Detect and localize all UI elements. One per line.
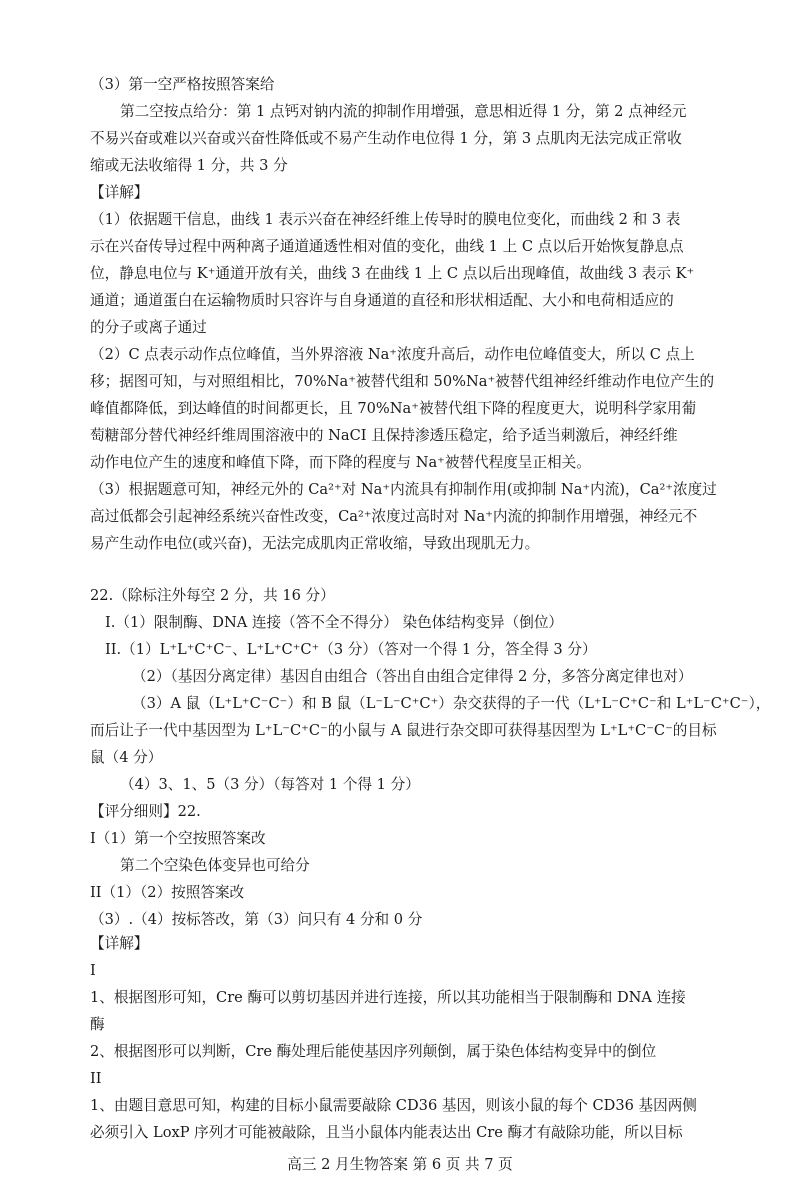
text-line: （2）C 点表示动作点位峰值，当外界溶液 Na⁺浓度升高后，动作电位峰值变大，所以 C 点上 <box>90 346 695 363</box>
text-line: 2、根据图形可以判断，Cre 酶处理后能使基因序列颠倒，属于染色体结构变异中的倒位 <box>90 1043 657 1060</box>
text-line: 缩或无法收缩得 1 分，共 3 分 <box>90 157 288 174</box>
text-line: （3）A 鼠（L⁺L⁺C⁻C⁻）和 B 鼠（L⁻L⁻C⁺C⁺）杂交获得的子一代（L⁺L⁻C⁺C⁻和 L⁺L⁻C⁺C⁻）， <box>132 695 771 712</box>
text-line: （3）根据题意可知，神经元外的 Ca²⁺对 Na⁺内流具有抑制作用(或抑制 Na⁺内流)，Ca²⁺浓度过 <box>90 481 717 498</box>
text-line: II.（1）L⁺L⁺C⁺C⁻、L⁺L⁺C⁺C⁺（3 分）（答对一个得 1 分，答全得 3 分） <box>105 641 597 658</box>
text-line: （3）第一空严格按照答案给 <box>90 76 275 93</box>
text-line: 动作电位产生的速度和峰值下降，而下降的程度与 Na⁺被替代程度呈正相关。 <box>90 454 591 471</box>
text-line: 必须引入 LoxP 序列才可能被敲除，且当小鼠体内能表达出 Cre 酶才有敲除功能，所以目标 <box>90 1124 683 1141</box>
text-line: I <box>90 962 96 979</box>
text-line: （3）.（4）按标答改，第（3）问只有 4 分和 0 分 <box>90 911 423 928</box>
text-line: 的分子或离子通过 <box>90 319 207 336</box>
text-line: 不易兴奋或难以兴奋或兴奋性降低或不易产生动作电位得 1 分，第 3 点肌肉无法完成正常收 <box>90 130 682 147</box>
text-line: 移；据图可知，与对照组相比，70%Na⁺被替代组和 50%Na⁺被替代组神经纤维动作电位产生的 <box>90 373 715 390</box>
page-footer: 高三 2 月生物答案 第 6 页 共 7 页 <box>287 1156 513 1173</box>
text-line: II <box>90 1070 102 1087</box>
text-line: （1）依据题干信息，曲线 1 表示兴奋在神经纤维上传导时的膜电位变化，而曲线 2 和 3 表 <box>90 211 681 228</box>
text-line: II（1）（2）按照答案改 <box>90 884 245 901</box>
text-line: 位，静息电位与 K⁺通道开放有关，曲线 3 在曲线 1 上 C 点以后出现峰值，故曲线 3 表示 K⁺ <box>90 265 695 282</box>
text-line: （2）（基因分离定律）基因自由组合（答出自由组合定律得 2 分，多答分离定律也对） <box>132 668 693 685</box>
question-heading: 22.（除标注外每空 2 分，共 16 分） <box>90 587 335 604</box>
text-line: 鼠（4 分） <box>90 749 163 766</box>
text-line: 高过低都会引起神经系统兴奋性改变，Ca²⁺浓度过高时对 Na⁺内流的抑制作用增强，神经元不 <box>90 508 698 525</box>
text-line: 而后让子一代中基因型为 L⁺L⁻C⁺C⁻的小鼠与 A 鼠进行杂交即可获得基因型为 L⁺L⁺C⁻C⁻的目标 <box>90 722 717 739</box>
text-line: 1、由题目意思可知，构建的目标小鼠需要敲除 CD36 基因，则该小鼠的每个 CD36 基因两侧 <box>90 1097 697 1114</box>
text-line: 1、根据图形可知，Cre 酶可以剪切基因并进行连接，所以其功能相当于限制酶和 DNA 连接 <box>90 989 686 1006</box>
text-line: 酶 <box>90 1016 105 1033</box>
text-line: I（1）第一个空按照答案改 <box>90 830 266 847</box>
section-heading: 【详解】 <box>90 935 149 952</box>
text-line: I.（1）限制酶、DNA 连接（答不全不得分） 染色体结构变异（倒位） <box>105 614 564 631</box>
text-line: 易产生动作电位(或兴奋)，无法完成肌肉正常收缩，导致出现肌无力。 <box>90 535 540 552</box>
text-line: 萄糖部分替代神经纤维周围溶液中的 NaCI 且保持渗透压稳定，给予适当刺激后，神经纤维 <box>90 427 678 444</box>
section-heading: 【详解】 <box>90 184 149 201</box>
text-line: 通道；通道蛋白在运输物质时只容许与自身通道的直径和形状相适配、大小和电荷相适应的 <box>90 292 674 309</box>
text-line: 峰值都降低，到达峰值的时间都更长，且 70%Na⁺被替代组下降的程度更大，说明科学家用葡 <box>90 400 697 417</box>
text-line: 第二空按点给分：第 1 点钙对钠内流的抑制作用增强，意思相近得 1 分，第 2 点神经元 <box>120 103 687 120</box>
text-line: （4）3、1、5（3 分）（每答对 1 个得 1 分） <box>120 776 420 793</box>
text-line: 示在兴奋传导过程中两种离子通道通透性相对值的变化，曲线 1 上 C 点以后开始恢复静息点 <box>90 238 684 255</box>
text-line: 第二个空染色体变异也可给分 <box>120 857 310 874</box>
section-heading: 【评分细则】22. <box>90 803 201 820</box>
